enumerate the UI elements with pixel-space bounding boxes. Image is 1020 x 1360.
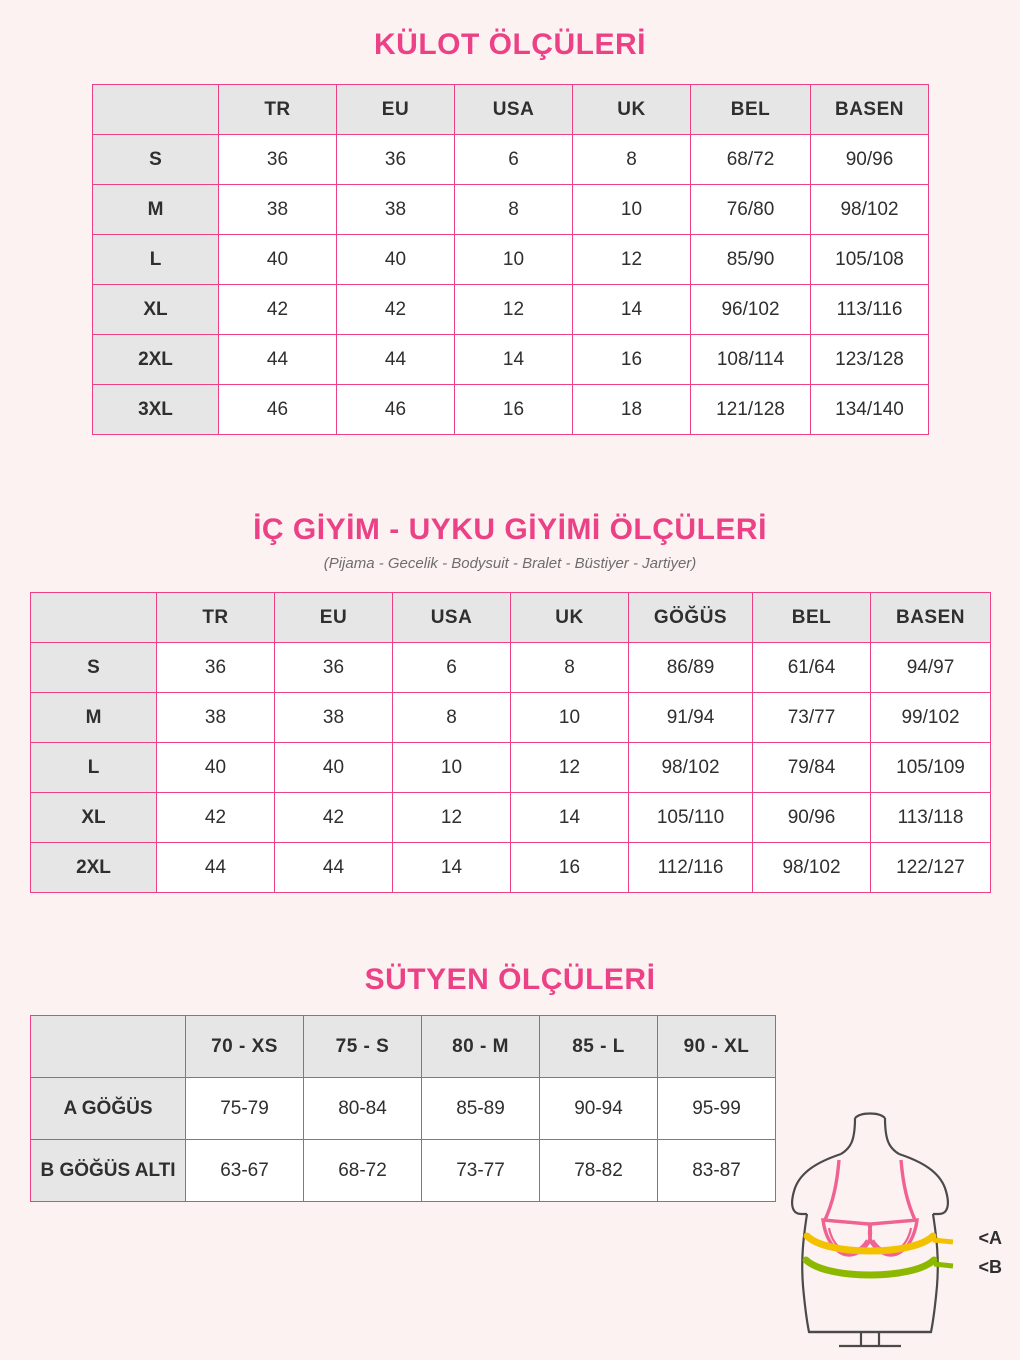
table-row	[93, 135, 929, 185]
cell-uk: 16	[573, 335, 691, 385]
cell-gogus: 91/94	[629, 693, 753, 743]
table-row	[31, 643, 991, 693]
cell-basen: 94/97	[871, 643, 991, 693]
column-header-eu: EU	[337, 85, 455, 135]
column-header-80-m: 80 - M	[422, 1016, 540, 1078]
bra-table-wrapper	[30, 1015, 775, 1202]
cell-gogus: 112/116	[629, 843, 753, 893]
cell-uk: 10	[511, 693, 629, 743]
cell-gogus: 86/89	[629, 643, 753, 693]
cell-85-l: 90-94	[540, 1078, 658, 1140]
cell-usa: 16	[455, 385, 573, 435]
cell-uk: 16	[511, 843, 629, 893]
cell-eu: 36	[275, 643, 393, 693]
cell-eu: 36	[337, 135, 455, 185]
cell-80-m: 73-77	[422, 1140, 540, 1202]
cell-bel: 85/90	[691, 235, 811, 285]
cell-bel: 76/80	[691, 185, 811, 235]
underwear-table-wrapper	[30, 592, 990, 893]
row-header-a-gogus: A GÖĞÜS	[31, 1078, 186, 1140]
mannequin-icon	[767, 1110, 1002, 1350]
bra-measurement-illustration	[767, 1110, 1002, 1350]
cell-usa: 12	[455, 285, 573, 335]
cell-tr: 40	[157, 743, 275, 793]
cell-tr: 44	[157, 843, 275, 893]
cell-85-l: 78-82	[540, 1140, 658, 1202]
cell-bel: 79/84	[753, 743, 871, 793]
column-header-70-xs: 70 - XS	[186, 1016, 304, 1078]
cell-70-xs: 75-79	[186, 1078, 304, 1140]
table-row	[93, 385, 929, 435]
cell-eu: 42	[275, 793, 393, 843]
cell-75-s: 68-72	[304, 1140, 422, 1202]
cell-70-xs: 63-67	[186, 1140, 304, 1202]
cell-bel: 61/64	[753, 643, 871, 693]
cell-bel: 121/128	[691, 385, 811, 435]
table-row	[31, 693, 991, 743]
cell-uk: 14	[573, 285, 691, 335]
table-row	[31, 743, 991, 793]
table-row	[93, 185, 929, 235]
table-corner-cell	[31, 593, 157, 643]
table-row	[31, 1078, 776, 1140]
column-header-90-xl: 90 - XL	[658, 1016, 776, 1078]
cell-eu: 46	[337, 385, 455, 435]
section-spacer	[0, 435, 1020, 513]
column-header-bel: BEL	[753, 593, 871, 643]
cell-usa: 12	[393, 793, 511, 843]
table-row	[31, 793, 991, 843]
underwear-size-table	[30, 592, 991, 893]
cell-75-s: 80-84	[304, 1078, 422, 1140]
row-header-size: S	[93, 135, 219, 185]
column-header-basen: BASEN	[811, 85, 929, 135]
table-row	[31, 1140, 776, 1202]
table-row	[93, 285, 929, 335]
table-corner-cell	[31, 1016, 186, 1078]
cell-uk: 10	[573, 185, 691, 235]
cell-gogus: 98/102	[629, 743, 753, 793]
cell-tr: 42	[219, 285, 337, 335]
cell-basen: 98/102	[811, 185, 929, 235]
cell-eu: 38	[337, 185, 455, 235]
cell-80-m: 85-89	[422, 1078, 540, 1140]
cell-usa: 14	[455, 335, 573, 385]
row-header-size: L	[31, 743, 157, 793]
panties-size-table	[92, 84, 929, 435]
cell-uk: 18	[573, 385, 691, 435]
row-header-size: 2XL	[31, 843, 157, 893]
cell-usa: 14	[393, 843, 511, 893]
cell-bel: 96/102	[691, 285, 811, 335]
cell-usa: 6	[455, 135, 573, 185]
cell-basen: 99/102	[871, 693, 991, 743]
cell-bel: 98/102	[753, 843, 871, 893]
row-header-size: M	[31, 693, 157, 743]
row-header-size: XL	[93, 285, 219, 335]
cell-90-xl: 83-87	[658, 1140, 776, 1202]
cell-eu: 40	[275, 743, 393, 793]
cell-usa: 6	[393, 643, 511, 693]
cell-eu: 42	[337, 285, 455, 335]
cell-basen: 123/128	[811, 335, 929, 385]
column-header-bel: BEL	[691, 85, 811, 135]
column-header-usa: USA	[455, 85, 573, 135]
column-header-eu: EU	[275, 593, 393, 643]
cell-usa: 8	[393, 693, 511, 743]
cell-tr: 36	[219, 135, 337, 185]
cell-usa: 8	[455, 185, 573, 235]
cell-bel: 108/114	[691, 335, 811, 385]
cell-tr: 42	[157, 793, 275, 843]
cell-eu: 44	[337, 335, 455, 385]
cell-bel: 90/96	[753, 793, 871, 843]
cell-eu: 38	[275, 693, 393, 743]
cell-basen: 113/118	[871, 793, 991, 843]
column-header-uk: UK	[573, 85, 691, 135]
cell-uk: 14	[511, 793, 629, 843]
column-header-basen: BASEN	[871, 593, 991, 643]
column-header-tr: TR	[219, 85, 337, 135]
cell-uk: 12	[511, 743, 629, 793]
cell-usa: 10	[455, 235, 573, 285]
table-header-row	[31, 593, 991, 643]
cell-90-xl: 95-99	[658, 1078, 776, 1140]
section-subtitle-underwear-sleepwear: (Pijama - Gecelik - Bodysuit - Bralet - Büstiyer - Jartiyer)	[323, 555, 697, 572]
table-row	[93, 335, 929, 385]
cell-bel: 68/72	[691, 135, 811, 185]
panties-table-wrapper	[92, 84, 928, 435]
column-header-85-l: 85 - L	[540, 1016, 658, 1078]
cell-basen: 90/96	[811, 135, 929, 185]
cell-eu: 40	[337, 235, 455, 285]
legend-label-a: <A	[978, 1228, 1002, 1248]
row-header-size: 2XL	[93, 335, 219, 385]
cell-basen: 113/116	[811, 285, 929, 335]
legend-label-b: <B	[978, 1257, 1002, 1277]
table-header-row	[93, 85, 929, 135]
cell-uk: 8	[573, 135, 691, 185]
cell-tr: 38	[219, 185, 337, 235]
row-header-size: S	[31, 643, 157, 693]
table-row	[93, 235, 929, 285]
row-header-size: 3XL	[93, 385, 219, 435]
section-title-panties: KÜLOT ÖLÇÜLERİ	[374, 28, 646, 61]
cell-basen: 134/140	[811, 385, 929, 435]
column-header-tr: TR	[157, 593, 275, 643]
table-header-row	[31, 1016, 776, 1078]
column-header-usa: USA	[393, 593, 511, 643]
cell-uk: 12	[573, 235, 691, 285]
section-title-bra: SÜTYEN ÖLÇÜLERİ	[364, 963, 656, 996]
cell-basen: 122/127	[871, 843, 991, 893]
cell-tr: 46	[219, 385, 337, 435]
cell-tr: 44	[219, 335, 337, 385]
cell-tr: 36	[157, 643, 275, 693]
cell-bel: 73/77	[753, 693, 871, 743]
section-title-underwear-sleepwear: İÇ GİYİM - UYKU GİYİMİ ÖLÇÜLERİ	[253, 513, 767, 546]
column-header-75-s: 75 - S	[304, 1016, 422, 1078]
bra-size-table	[30, 1015, 776, 1202]
row-header-size: M	[93, 185, 219, 235]
row-header-b-gogus-alti: B GÖĞÜS ALTI	[31, 1140, 186, 1202]
table-row	[31, 843, 991, 893]
cell-gogus: 105/110	[629, 793, 753, 843]
cell-eu: 44	[275, 843, 393, 893]
table-corner-cell	[93, 85, 219, 135]
row-header-size: XL	[31, 793, 157, 843]
row-header-size: L	[93, 235, 219, 285]
cell-uk: 8	[511, 643, 629, 693]
column-header-gogus: GÖĞÜS	[629, 593, 753, 643]
section-spacer	[0, 893, 1020, 963]
column-header-uk: UK	[511, 593, 629, 643]
cell-usa: 10	[393, 743, 511, 793]
cell-tr: 38	[157, 693, 275, 743]
cell-basen: 105/109	[871, 743, 991, 793]
cell-tr: 40	[219, 235, 337, 285]
cell-basen: 105/108	[811, 235, 929, 285]
